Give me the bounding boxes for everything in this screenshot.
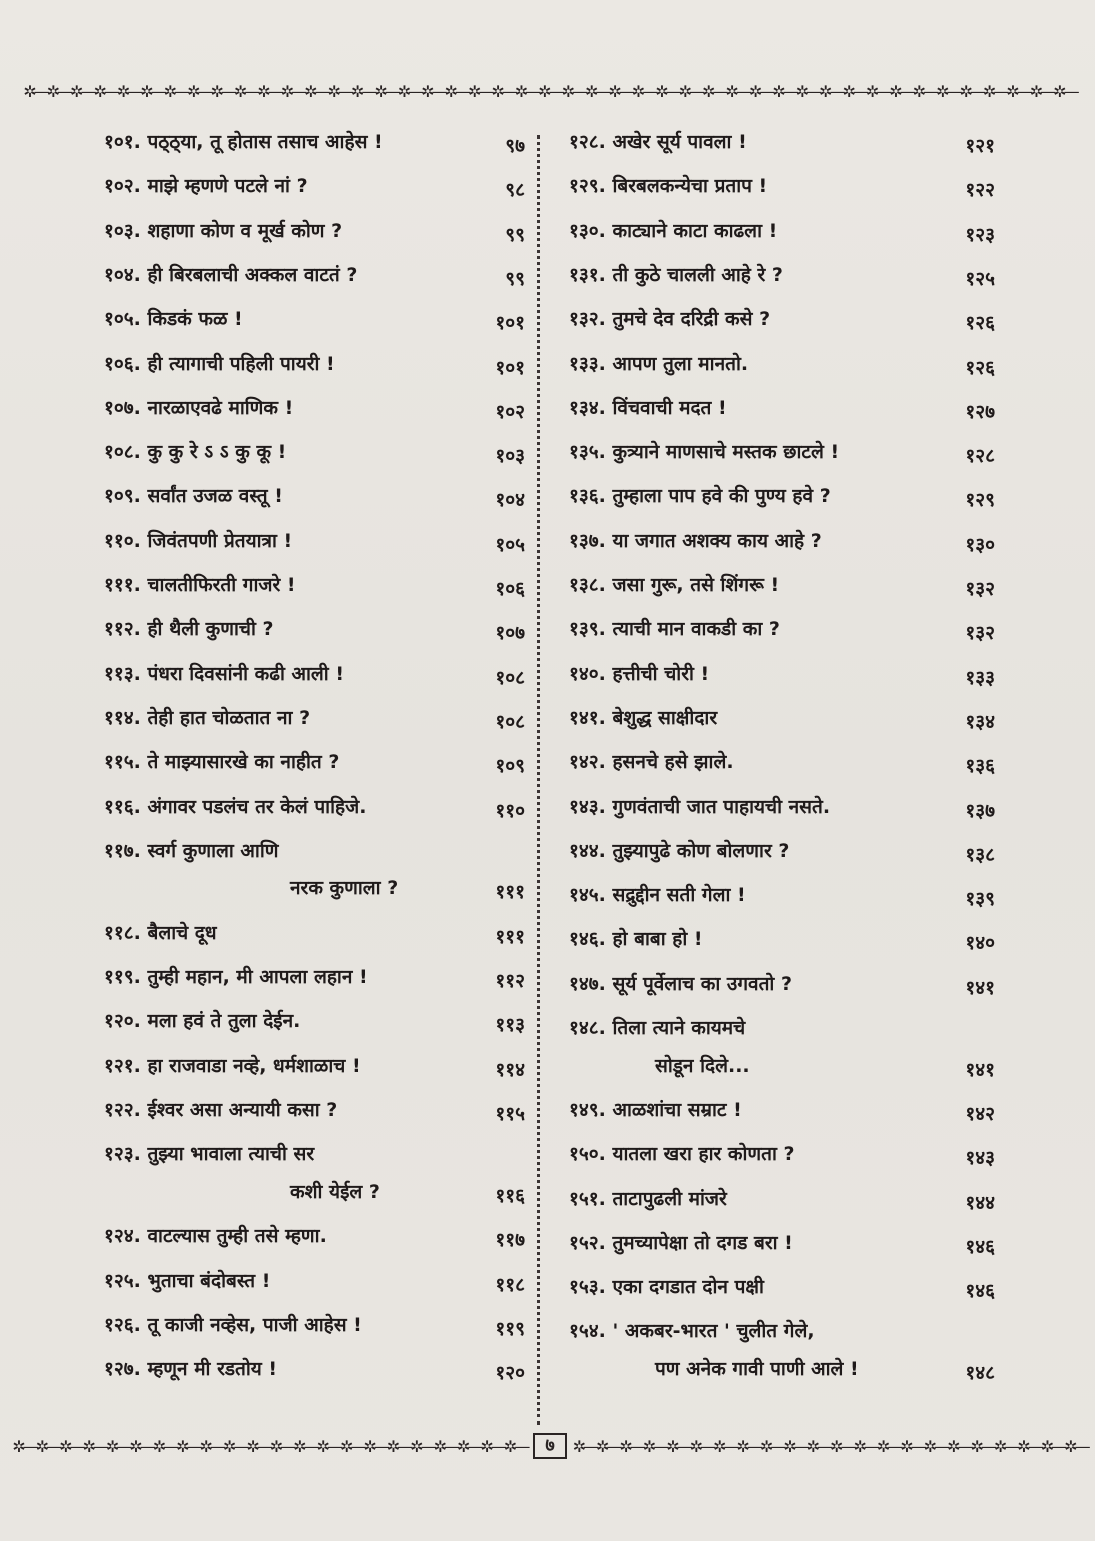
entry-page-number: ११५ bbox=[495, 1102, 525, 1125]
top-ornamental-border bbox=[23, 80, 1077, 102]
entry-title: १३५. कुत्र्याने माणसाचे मस्तक छाटले ! bbox=[569, 441, 840, 464]
entry-page-number: १२९ bbox=[965, 489, 995, 512]
entry-page-number: १२६ bbox=[965, 356, 995, 379]
entry-title: १३८. जसा गुरू, तसे शिंगरू ! bbox=[569, 574, 780, 596]
entry-page-number: १३६ bbox=[965, 755, 995, 778]
entry-page-number: १४२ bbox=[965, 1102, 995, 1125]
entry-title: १४८. तिला त्याने कायमचे bbox=[569, 1017, 746, 1039]
entry-title: १५१. ताटापुढली मांजरे bbox=[569, 1187, 727, 1210]
entry-title: १३९. त्याची मान वाकडी का ? bbox=[569, 618, 780, 641]
entry-page-number: ११८ bbox=[495, 1273, 525, 1296]
entry-title: १२७. म्हणून मी रडतोय ! bbox=[104, 1358, 278, 1381]
entry-title: १३३. आपण तुला मानतो. bbox=[569, 352, 749, 375]
entry-page-number: १२१ bbox=[965, 135, 995, 157]
entry-title: १४७. सूर्य पूर्वेलाच का उगवतो ? bbox=[569, 972, 792, 995]
entry-title: १३७. या जगात अशक्य काय आहे ? bbox=[569, 529, 822, 552]
entry-title-continuation: नरक कुणाला ? bbox=[290, 877, 399, 900]
entry-page-number: ११६ bbox=[495, 1184, 525, 1207]
entry-page-number: ११७ bbox=[495, 1229, 525, 1252]
bottom-border-left: ✲—✲—✲—✲—✲—✲—✲—✲—✲—✲—✲—✲—✲—✲—✲—✲—✲—✲—✲—✲—✲—✲— bbox=[12, 1436, 528, 1456]
entry-page-number: ११२ bbox=[495, 970, 525, 993]
entry-page-number: १४१ bbox=[965, 1058, 995, 1081]
entry-page-number: ११३ bbox=[495, 1014, 525, 1037]
entry-title: १३०. काट्याने काटा काढला ! bbox=[569, 219, 778, 242]
entry-title: १२१. हा राजवाडा नव्हे, धर्मशाळाच ! bbox=[104, 1054, 361, 1077]
entry-page-number: १४३ bbox=[965, 1147, 995, 1170]
entry-page-number: १४४ bbox=[965, 1191, 995, 1214]
entry-title: १२४. वाटल्यास तुम्ही तसे म्हणा. bbox=[104, 1225, 327, 1248]
entry-title: ११५. ते माझ्यासारखे का नाहीत ? bbox=[104, 751, 340, 774]
entry-title: ११७. स्वर्ग कुणाला आणि bbox=[104, 839, 279, 862]
entry-page-number: १०५ bbox=[495, 533, 525, 556]
entry-title-continuation: पण अनेक गावी पाणी आले ! bbox=[655, 1358, 859, 1381]
entry-title: १२५. भुताचा बंदोबस्त ! bbox=[104, 1269, 271, 1292]
entry-page-number: १४८ bbox=[965, 1362, 995, 1385]
entry-title: ११८. बैलाचे दूध bbox=[104, 921, 217, 944]
entry-title-continuation: सोडून दिले... bbox=[655, 1054, 750, 1077]
entry-page-number: १११ bbox=[495, 881, 525, 904]
entry-title: १५४. ' अकबर-भारत ' चुलीत गेले, bbox=[569, 1320, 815, 1343]
bottom-border-right: ✲—✲—✲—✲—✲—✲—✲—✲—✲—✲—✲—✲—✲—✲—✲—✲—✲—✲—✲—✲—✲—✲— bbox=[572, 1436, 1088, 1456]
entry-title: १२३. तुझ्या भावाला त्याची सर bbox=[104, 1143, 315, 1166]
entry-page-number: १४६ bbox=[965, 1280, 995, 1303]
entry-title: १४६. हो बाबा हो ! bbox=[569, 928, 703, 951]
entry-page-number: ११० bbox=[495, 799, 525, 822]
entry-page-number: १३० bbox=[965, 533, 995, 556]
entry-page-number: १३२ bbox=[965, 622, 995, 645]
entry-page-number: १३८ bbox=[965, 843, 995, 866]
entry-page-number: १२३ bbox=[965, 223, 995, 246]
entry-title: १११. चालतीफिरती गाजरे ! bbox=[104, 574, 296, 596]
entry-title: १५२. तुमच्यापेक्षा तो दगड बरा ! bbox=[569, 1231, 793, 1254]
entry-page-number: १२२ bbox=[965, 179, 995, 202]
entry-title: ११०. जिवंतपणी प्रेतयात्रा ! bbox=[104, 529, 293, 552]
entry-title: ११९. तुम्ही महान, मी आपला लहान ! bbox=[104, 966, 368, 989]
entry-title: १०१. पठ्ठ्या, तू होतास तसाच आहेस ! bbox=[104, 131, 383, 153]
entry-page-number: १०१ bbox=[495, 356, 525, 379]
entry-title: १४९. आळशांचा सम्राट ! bbox=[569, 1098, 742, 1121]
entry-title: ११४. तेही हात चोळतात ना ? bbox=[104, 706, 311, 729]
column-divider bbox=[537, 135, 540, 1425]
entry-page-number: १०७ bbox=[495, 622, 525, 645]
entry-title: १२८. अखेर सूर्य पावला ! bbox=[569, 131, 747, 153]
entry-page-number: १४६ bbox=[965, 1235, 995, 1258]
entry-page-number: १२८ bbox=[965, 445, 995, 468]
entry-page-number: ११४ bbox=[495, 1058, 525, 1081]
toc-right-column bbox=[565, 127, 995, 1427]
entry-page-number: १०३ bbox=[495, 445, 525, 468]
bottom-ornamental-border bbox=[12, 1435, 1088, 1457]
entry-page-number: १४१ bbox=[965, 976, 995, 999]
page-number: ७ bbox=[533, 1433, 566, 1459]
entry-title: १०६. ही त्यागाची पहिली पायरी ! bbox=[104, 352, 335, 375]
entry-title: १४५. सद्रुद्दीन सती गेला ! bbox=[569, 884, 746, 907]
entry-title: १५०. यातला खरा हार कोणता ? bbox=[569, 1143, 795, 1166]
entry-title: १२६. तू काजी नव्हेस, पाजी आहेस ! bbox=[104, 1313, 362, 1336]
entry-page-number: ११९ bbox=[495, 1317, 525, 1340]
entry-page-number: १३७ bbox=[965, 799, 995, 822]
entry-title: १०९. सर्वांत उजळ वस्तू ! bbox=[104, 485, 283, 508]
entry-page-number: १२० bbox=[495, 1362, 525, 1385]
toc-left-column bbox=[100, 127, 525, 1427]
entry-title: १०२. माझे म्हणणे पटले नां ? bbox=[104, 175, 308, 198]
entry-page-number: १२६ bbox=[965, 312, 995, 335]
entry-title: १०५. किडकं फळ ! bbox=[104, 308, 243, 331]
entry-title: १२०. मला हवं ते तुला देईन. bbox=[104, 1010, 301, 1033]
entry-title: १३४. विंचवाची मदत ! bbox=[569, 396, 727, 419]
entry-title: १४०. हत्तीची चोरी ! bbox=[569, 662, 710, 685]
entry-title: १०७. नारळाएवढे माणिक ! bbox=[104, 396, 294, 419]
entry-title: ११३. पंधरा दिवसांनी कढी आली ! bbox=[104, 662, 345, 685]
entry-title: १४३. गुणवंताची जात पाहायची नसते. bbox=[569, 795, 831, 818]
entry-page-number: १३३ bbox=[965, 666, 995, 689]
entry-page-number: १३४ bbox=[965, 710, 995, 733]
entry-title: १५३. एका दगडात दोन पक्षी bbox=[569, 1276, 764, 1299]
entry-title: १२९. बिरबलकन्येचा प्रताप ! bbox=[569, 175, 768, 198]
entry-title: १३१. ती कुठे चालली आहे रे ? bbox=[569, 263, 783, 286]
entry-page-number: १०६ bbox=[495, 578, 525, 600]
top-border-pattern: ✲—✲—✲—✲—✲—✲—✲—✲—✲—✲—✲—✲—✲—✲—✲—✲—✲—✲—✲—✲—✲—✲—✲—✲—✲—✲—✲—✲—✲—✲—✲—✲—✲—✲—✲—✲—✲—✲—✲—✲—✲—✲—✲—✲—✲— bbox=[23, 81, 1077, 101]
entry-page-number: १२५ bbox=[965, 267, 995, 290]
entry-page-number: १०८ bbox=[495, 710, 525, 733]
entry-title: १२२. ईश्वर असा अन्यायी कसा ? bbox=[104, 1098, 338, 1121]
entry-title: १४२. हसनचे हसे झाले. bbox=[569, 751, 734, 774]
entry-title: ११६. अंगावर पडलंच तर केलं पाहिजे. bbox=[104, 795, 367, 818]
entry-page-number: १३२ bbox=[965, 578, 995, 600]
entry-page-number: ९९ bbox=[505, 223, 525, 246]
entry-title: १३२. तुमचे देव दरिद्री कसे ? bbox=[569, 308, 771, 331]
entry-title: १४४. तुझ्यापुढे कोण बोलणार ? bbox=[569, 839, 790, 862]
entry-title-continuation: कशी येईल ? bbox=[290, 1180, 380, 1203]
entry-page-number: १३९ bbox=[965, 888, 995, 911]
entry-page-number: १०८ bbox=[495, 666, 525, 689]
entry-title: ११२. ही थैली कुणाची ? bbox=[104, 618, 274, 641]
entry-title: १०३. शहाणा कोण व मूर्ख कोण ? bbox=[104, 219, 343, 242]
entry-page-number: १०९ bbox=[495, 755, 525, 778]
entry-page-number: ९७ bbox=[505, 135, 525, 157]
entry-title: १४१. बेशुद्ध साक्षीदार bbox=[569, 706, 718, 729]
entry-title: १०४. ही बिरबलाची अक्कल वाटतं ? bbox=[104, 263, 358, 286]
entry-page-number: १०१ bbox=[495, 312, 525, 335]
entry-page-number: ९९ bbox=[505, 267, 525, 290]
entry-page-number: १०२ bbox=[495, 400, 525, 423]
entry-page-number: ९८ bbox=[505, 179, 525, 202]
entry-page-number: १२७ bbox=[965, 400, 995, 423]
entry-page-number: १०४ bbox=[495, 489, 525, 512]
entry-page-number: १४० bbox=[965, 932, 995, 955]
entry-page-number: १११ bbox=[495, 925, 525, 948]
entry-title: १०८. कु कु रे ऽ ऽ कु कू ! bbox=[104, 441, 287, 464]
entry-title: १३६. तुम्हाला पाप हवे की पुण्य हवे ? bbox=[569, 485, 831, 508]
